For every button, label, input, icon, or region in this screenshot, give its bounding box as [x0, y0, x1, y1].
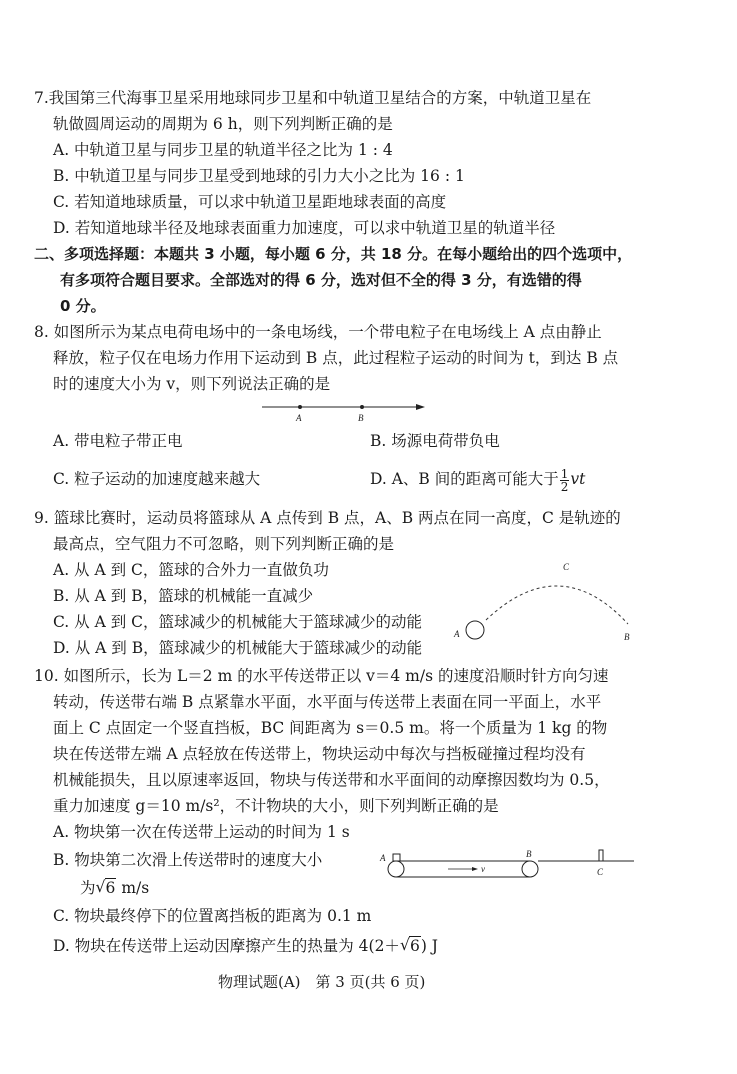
q10-stem-line3: 面上 C 点固定一个竖直挡板，BC 间距离为 s＝0.5 m。将一个质量为 1 kg 的物 — [53, 719, 608, 737]
q10-figure-label-a: A — [380, 853, 386, 863]
right-pulley-icon — [522, 861, 538, 877]
q7-option-b: B. 中轨道卫星与同步卫星受到地球的引力大小之比为 16 : 1 — [53, 167, 465, 185]
q10-option-b-unit: m/s — [116, 879, 150, 897]
q7-option-a: A. 中轨道卫星与同步卫星的轨道半径之比为 1 : 4 — [53, 141, 393, 159]
q8-option-c: C. 粒子运动的加速度越来越大 — [53, 470, 261, 488]
q10-stem-line2: 转动，传送带右端 B 点紧靠水平面，水平面与传送带上表面在同一平面上，水平 — [53, 693, 602, 711]
q8-option-d — [370, 461, 585, 497]
q9-figure-label-a: A — [454, 629, 460, 639]
sqrt-six — [96, 878, 117, 898]
q8-stem-line1: 8. 如图所示为某点电荷电场中的一条电场线，一个带电粒子在电场线上 A 点由静止 — [34, 323, 602, 341]
q10-option-d-text: D. 物块在传送带上运动因摩擦产生的热量为 4(2＋ — [53, 937, 400, 955]
point-b-marker — [360, 405, 364, 409]
q9-figure-label-b: B — [624, 632, 630, 642]
block-icon — [393, 854, 400, 861]
q10-figure-label-c: C — [597, 867, 604, 877]
sqrt-radicand: 6 — [105, 879, 116, 897]
basketball-icon — [466, 621, 484, 639]
q10-stem-line6: 重力加速度 g＝10 m/s²，不计物块的大小，则下列判断正确的是 — [53, 797, 499, 815]
q8-stem-line2: 释放，粒子仅在电场力作用下运动到 B 点，此过程粒子运动的时间为 t，到达 B 点 — [53, 349, 619, 367]
q10-figure-label-v: v — [481, 864, 485, 874]
q10-stem-line5: 机械能损失，且以原速率返回，物块与传送带和水平面间的动摩擦因数均为 0.5， — [53, 771, 610, 789]
q9-option-b: B. 从 A 到 B，篮球的机械能一直减少 — [53, 587, 314, 605]
q7-option-c: C. 若知道地球质量，可以求中轨道卫星距地球表面的高度 — [53, 193, 447, 211]
q9-basketball-trajectory-figure — [450, 558, 650, 648]
q8-option-b: B. 场源电荷带负电 — [370, 432, 500, 450]
point-a-marker — [298, 405, 302, 409]
left-pulley-icon — [388, 861, 404, 877]
q9-option-d: D. 从 A 到 B，篮球减少的机械能大于篮球减少的动能 — [53, 639, 423, 657]
fraction-denominator: 2 — [560, 479, 569, 494]
q8-option-d-vt: vt — [570, 470, 586, 488]
sqrt-six — [400, 936, 421, 956]
q7-stem-line2: 轨做圆周运动的周期为 6 h，则下列判断正确的是 — [53, 115, 393, 133]
section2-heading-line3: 0 分。 — [60, 297, 106, 315]
q10-conveyor-belt-figure — [378, 848, 638, 882]
q8-option-d-text: D. A、B 间的距离可能大于 — [370, 470, 559, 488]
q10-option-d — [53, 936, 438, 956]
q10-figure-label-b: B — [526, 849, 532, 859]
baffle-plate-icon — [599, 850, 603, 861]
q10-option-b-line2 — [80, 878, 149, 898]
q8-figure-label-b: B — [358, 413, 364, 423]
q10-option-c: C. 物块最终停下的位置离挡板的距离为 0.1 m — [53, 907, 372, 925]
section2-heading-line2: 有多项符合题目要求。全部选对的得 6 分，选对但不全的得 3 分，有选错的得 — [60, 271, 582, 289]
q10-option-d-unit: ) J — [420, 937, 439, 955]
fraction-numerator: 1 — [560, 466, 569, 481]
q8-stem-line3: 时的速度大小为 v，则下列说法正确的是 — [53, 375, 331, 393]
page-footer: 物理试题(A) 第 3 页(共 6 页) — [218, 973, 426, 991]
sqrt-radicand: 6 — [409, 937, 420, 955]
one-half-fraction — [560, 468, 570, 493]
q10-option-b-line1: B. 物块第二次滑上传送带时的速度大小 — [53, 851, 323, 869]
q10-stem-line4: 块在传送带左端 A 点轻放在传送带上，物块运动中每次与挡板碰撞过程均没有 — [53, 745, 586, 763]
section2-heading-line1: 二、多项选择题：本题共 3 小题，每小题 6 分，共 18 分。在每小题给出的四个选项中， — [34, 245, 633, 263]
q10-stem-line1: 10. 如图所示，长为 L＝2 m 的水平传送带正以 v＝4 m/s 的速度沿顺时针方向匀速 — [34, 667, 609, 685]
q9-option-a: A. 从 A 到 C，篮球的合外力一直做负功 — [53, 561, 329, 579]
q7-option-d: D. 若知道地球半径及地球表面重力加速度，可以求中轨道卫星的轨道半径 — [53, 219, 556, 237]
q9-option-c: C. 从 A 到 C，篮球减少的机械能大于篮球减少的动能 — [53, 613, 422, 631]
q7-stem-line1: 7.我国第三代海事卫星采用地球同步卫星和中轨道卫星结合的方案，中轨道卫星在 — [34, 89, 592, 107]
q9-figure-label-c: C — [563, 562, 570, 572]
q8-figure-label-a: A — [296, 413, 302, 423]
q9-stem-line2: 最高点，空气阻力不可忽略，则下列判断正确的是 — [53, 535, 395, 553]
q10-option-a: A. 物块第一次在传送带上运动的时间为 1 s — [53, 823, 350, 841]
q10-option-b-prefix: 为 — [80, 879, 96, 897]
q8-electric-field-line-figure — [262, 398, 427, 424]
q8-option-a: A. 带电粒子带正电 — [53, 432, 183, 450]
q9-stem-line1: 9. 篮球比赛时，运动员将篮球从 A 点传到 B 点，A、B 两点在同一高度，C 是轨迹的 — [34, 509, 621, 527]
